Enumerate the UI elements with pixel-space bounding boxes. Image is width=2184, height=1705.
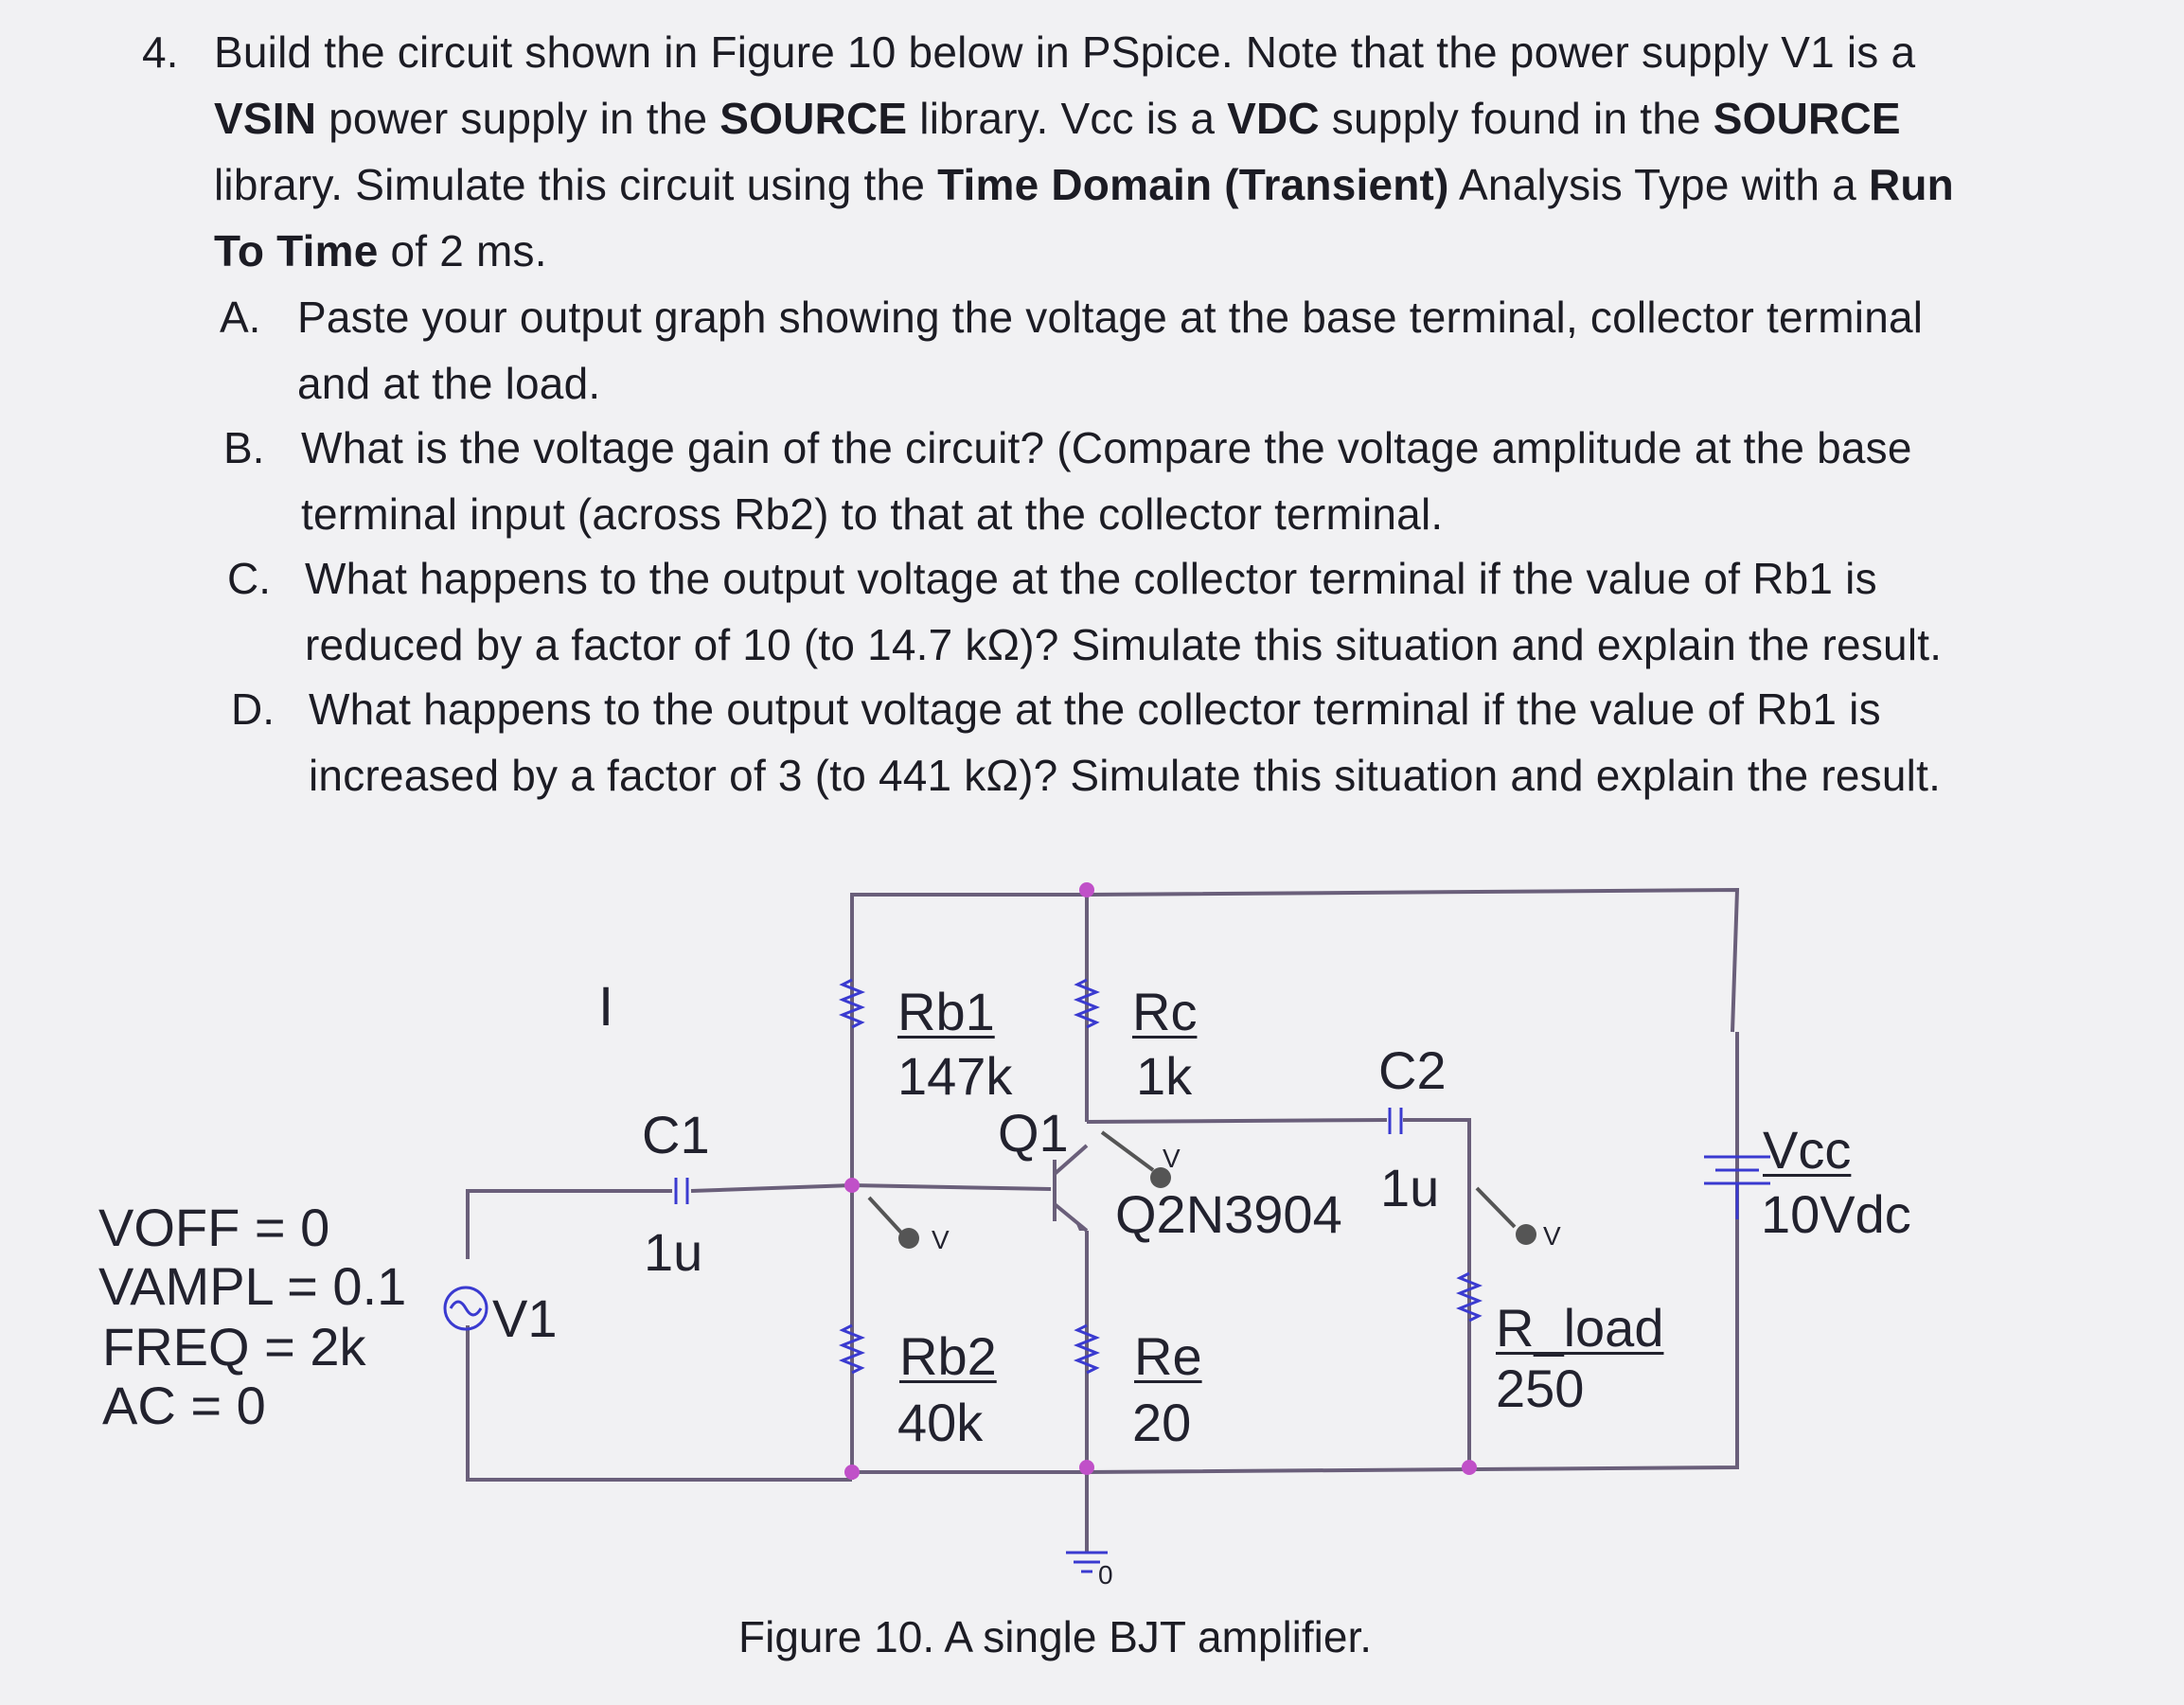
probe-collector-label: V: [1163, 1144, 1181, 1173]
rb2-zigzag: [843, 1325, 861, 1373]
probe-load-marker: [1516, 1224, 1536, 1245]
sub-a-line-2: and at the load.: [297, 359, 601, 408]
c1-value: 1u: [644, 1222, 703, 1282]
q1-name: Q1: [998, 1103, 1069, 1163]
sub-b-letter: B.: [223, 423, 265, 472]
node-base: [844, 1178, 860, 1193]
probe-collector-line: [1102, 1132, 1153, 1170]
probe-load-line: [1477, 1188, 1515, 1227]
question-line-2: VSIN power supply in the SOURCE library. Vcc is a VDC supply found in the SOURCE: [214, 94, 1901, 143]
sub-d-line-1: What happens to the output voltage at the collector terminal if the value of Rb1 is: [309, 684, 1881, 734]
rb1-name: Rb1: [897, 982, 995, 1041]
rb2-name: Rb2: [899, 1326, 997, 1386]
sub-b-line-1: What is the voltage gain of the circuit? (Compare the voltage amplitude at the base: [301, 423, 1912, 472]
c2-value: 1u: [1380, 1158, 1440, 1217]
wire-c1-right: [691, 1185, 852, 1191]
rb1-value: 147k: [897, 1046, 1013, 1106]
rload-value: 250: [1496, 1359, 1585, 1418]
re-value: 20: [1132, 1393, 1192, 1452]
rb2-value: 40k: [897, 1393, 984, 1452]
sub-c-letter: C.: [227, 554, 271, 603]
ground-label: 0: [1098, 1560, 1113, 1590]
rload-zigzag: [1460, 1273, 1479, 1321]
probe-base-marker: [898, 1228, 919, 1249]
rc-value: 1k: [1136, 1046, 1193, 1106]
rload-name: R_load: [1496, 1298, 1664, 1358]
wire-left-top: [468, 1191, 672, 1259]
sub-b-line-2: terminal input (across Rb2) to that at the collector terminal.: [301, 489, 1444, 539]
q1-emitter-arrow: [1074, 1217, 1087, 1231]
c1-name: C1: [642, 1105, 710, 1164]
wire-base: [852, 1185, 1051, 1189]
probe-base-line: [869, 1198, 901, 1233]
text-cursor-icon: I: [598, 976, 614, 1038]
node-top: [1079, 882, 1094, 897]
vcc-value: 10Vdc: [1761, 1184, 1911, 1244]
sub-d-line-2: increased by a factor of 3 (to 441 kΩ)? Simulate this situation and explain the result.: [309, 751, 1942, 800]
ac-param: AC = 0: [102, 1376, 266, 1435]
rb1-zigzag: [843, 980, 861, 1027]
vcc-name: Vcc: [1763, 1120, 1852, 1180]
re-zigzag: [1077, 1325, 1096, 1373]
freq-param: FREQ = 2k: [102, 1317, 366, 1376]
sub-c-line-2: reduced by a factor of 10 (to 14.7 kΩ)? Simulate this situation and explain the result.: [305, 620, 1943, 669]
question-number: 4.: [142, 27, 179, 77]
node-bottom-mid: [1079, 1460, 1094, 1475]
vampl-param: VAMPL = 0.1: [98, 1256, 407, 1316]
question-line-3: library. Simulate this circuit using the Time Domain (Transient) Analysis Type with a Run: [214, 160, 1954, 209]
c2-name: C2: [1378, 1040, 1447, 1100]
rc-zigzag: [1077, 980, 1096, 1027]
v1-label: V1: [492, 1288, 558, 1348]
rc-name: Rc: [1132, 982, 1198, 1041]
node-bottom-right: [1462, 1460, 1477, 1475]
question-line-1: Build the circuit shown in Figure 10 below in PSpice. Note that the power supply V1 is a: [214, 27, 1916, 77]
sub-c-line-1: What happens to the output voltage at the collector terminal if the value of Rb1 is: [305, 554, 1877, 603]
sub-d-letter: D.: [231, 684, 275, 734]
v1-sine-icon: [451, 1302, 481, 1315]
q1-model: Q2N3904: [1115, 1184, 1342, 1244]
probe-load-label: V: [1543, 1221, 1561, 1251]
re-name: Re: [1134, 1326, 1202, 1386]
probe-base-label: V: [932, 1225, 950, 1254]
question-line-4: To Time of 2 ms.: [214, 226, 547, 275]
sub-a-line-1: Paste your output graph showing the voltage at the base terminal, collector terminal: [297, 293, 1924, 342]
sub-a-letter: A.: [220, 293, 261, 342]
figure-caption: Figure 10. A single BJT amplifier.: [738, 1612, 1373, 1661]
wire-collector: [1087, 1120, 1387, 1122]
voff-param: VOFF = 0: [98, 1198, 330, 1257]
node-bottom-left: [844, 1465, 860, 1480]
